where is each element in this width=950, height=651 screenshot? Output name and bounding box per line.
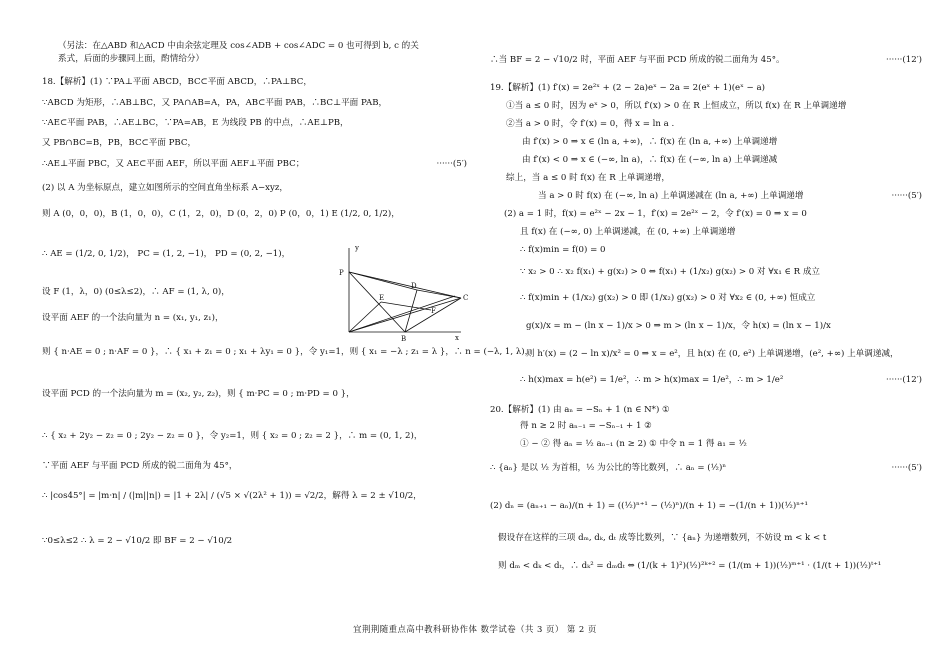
text-line: 设平面 AEF 的一个法向量为 n = (x₁, y₁, z₁)， bbox=[42, 313, 224, 323]
figure-label: y bbox=[355, 244, 359, 252]
text-line: （另法：在△ABD 和△ACD 中由余弦定理及 cos∠ADB + cos∠ADC = 0 也可得到 b, c 的关 bbox=[58, 41, 419, 51]
text-line: ∴ h(x)max = h(e²) = 1/e²，∴ m > h(x)max = 1/e²，∴ m > 1/e² bbox=[520, 375, 784, 385]
text-line: 由 f′(x) > 0 ⇒ x ∈ (ln a, +∞)，∴ f(x) 在 (ln a, +∞) 上单调递增 bbox=[522, 137, 778, 147]
text-line: 18.【解析】(1) ∵PA⊥平面 ABCD，BC⊂平面 ABCD，∴PA⊥BC， bbox=[42, 77, 312, 87]
figure-label: F bbox=[431, 307, 436, 315]
text-line: (2) a = 1 时，f(x) = e²ˣ − 2x − 1，f′(x) = 2e²ˣ − 2，令 f′(x) = 0 ⇒ x = 0 bbox=[504, 209, 807, 219]
text-line: 且 f(x) 在 (−∞, 0) 上单调递减，在 (0, +∞) 上单调递增 bbox=[520, 227, 736, 237]
page-footer: 宜荆荆随重点高中教科研协作体 数学试卷（共 3 页） 第 2 页 bbox=[353, 624, 597, 634]
text-line: 20.【解析】(1) 由 aₙ = −Sₙ + 1 (n ∈ N*) ① bbox=[490, 405, 670, 415]
coordinate-figure bbox=[335, 240, 480, 345]
text-line: 假设存在这样的三项 dₘ, dₖ, dₜ 成等比数列，∵ {aₙ} 为递增数列，不妨设 m < k < t bbox=[498, 533, 827, 543]
figure-label: C bbox=[463, 294, 469, 302]
text-line: 综上，当 a ≤ 0 时 f(x) 在 R 上单调递增， bbox=[506, 173, 670, 183]
text-line: ∴ {aₙ} 是以 ½ 为首相，½ 为公比的等比数列，∴ aₙ = (½)ⁿ bbox=[490, 463, 727, 473]
text-line: 设平面 PCD 的一个法向量为 m = (x₂, y₂, z₂)，则 { m·PC = 0 ; m·PD = 0 }， bbox=[42, 389, 355, 399]
figure-label: D bbox=[411, 282, 417, 290]
text-line: 19.【解析】(1) f′(x) = 2e²ˣ + (2 − 2a)eˣ − 2a = 2(eˣ + 1)(eˣ − a) bbox=[490, 83, 765, 93]
text-line: ∴ { x₂ + 2y₂ − z₂ = 0 ; 2y₂ − z₂ = 0 }，令 y₂=1，则 { x₂ = 0 ; z₂ = 2 }，∴ m = (0, 1, 2)， bbox=[42, 431, 423, 441]
text-line: 又 PB∩BC=B，PB，BC⊂平面 PBC， bbox=[42, 138, 197, 148]
text-line: ①当 a ≤ 0 时，因为 eˣ > 0，所以 f′(x) > 0 在 R 上恒成立，所以 f(x) 在 R 上单调递增 bbox=[506, 101, 847, 111]
text-line: g(x)/x = m − (ln x − 1)/x > 0 ⇒ m > (ln x − 1)/x，令 h(x) = (ln x − 1)/x bbox=[526, 321, 831, 331]
text-line: (2) dₙ = (aₙ₊₁ − aₙ)/(n + 1) = ((½)ⁿ⁺¹ − (½)ⁿ)/(n + 1) = −(1/(n + 1))(½)ⁿ⁺¹ bbox=[490, 501, 808, 511]
text-line: 则 h′(x) = (2 − ln x)/x² = 0 ⇒ x = e²，且 h(x) 在 (0, e²) 上单调递增，(e², +∞) 上单调递减， bbox=[526, 349, 899, 359]
text-line: 则 { n·AE = 0 ; n·AF = 0 }，∴ { x₁ + z₁ = 0 ; x₁ + λy₁ = 0 }，令 y₁=1，则 { x₁ = −λ ; z₁ = λ }，∴ n = (−λ, 1, λ)， bbox=[42, 347, 534, 357]
figure-label: x bbox=[455, 334, 459, 342]
text-line: 当 a > 0 时 f(x) 在 (−∞, ln a) 上单调递减在 (ln a, +∞) 上单调递增 bbox=[538, 191, 804, 201]
score-mark: ······(12′) bbox=[886, 55, 922, 65]
text-line: ① − ② 得 aₙ = ½ aₙ₋₁ (n ≥ 2) ① 中令 n = 1 得 a₁ = ½ bbox=[520, 439, 747, 449]
text-line: ②当 a > 0 时，令 f′(x) = 0，得 x = ln a . bbox=[506, 119, 675, 129]
text-line: ∵ x₂ > 0 ∴ x₂ f(x₁) + g(x₂) > 0 ⇔ f(x₁) + (1/x₂) g(x₂) > 0 对 ∀x₁ ∈ R 成立 bbox=[520, 267, 821, 277]
text-line: 则 A (0，0，0)，B (1，0，0)，C (1，2，0)，D (0，2，0) P (0，0，1) E (1/2, 0, 1/2)， bbox=[42, 209, 400, 219]
figure-label: B bbox=[401, 335, 407, 343]
text-line: ∴ |cos45°| = |m·n| / (|m||n|) = |1 + 2λ| / (√5 × √(2λ² + 1)) = √2/2，解得 λ = 2 ± √10/2， bbox=[42, 491, 422, 501]
text-line: (2) 以 A 为坐标原点，建立如图所示的空间直角坐标系 A−xyz， bbox=[42, 183, 289, 193]
text-line: 由 f′(x) < 0 ⇒ x ∈ (−∞, ln a)，∴ f(x) 在 (−∞, ln a) 上单调递减 bbox=[522, 155, 778, 165]
text-line: ∵0≤λ≤2 ∴ λ = 2 − √10/2 即 BF = 2 − √10/2 bbox=[42, 536, 233, 546]
text-line: 系式，后面的步骤同上面，酌情给分） bbox=[58, 54, 205, 64]
text-line: ∵AE⊂平面 PAB，∴AE⊥BC，∵PA=AB，E 为线段 PB 的中点，∴AE⊥PB， bbox=[42, 118, 349, 128]
text-line: 设 F (1，λ，0) (0≤λ≤2)，∴ AF = (1, λ, 0)， bbox=[42, 287, 230, 297]
score-mark: ······(5′) bbox=[891, 463, 922, 473]
text-line: ∴当 BF = 2 − √10/2 时，平面 AEF 与平面 PCD 所成的锐二面角为 45°。 bbox=[490, 55, 785, 65]
text-line: ∵平面 AEF 与平面 PCD 所成的锐二面角为 45°， bbox=[42, 461, 238, 471]
text-line: ∴AE⊥平面 PBC，又 AE⊂平面 AEF，所以平面 AEF⊥平面 PBC； bbox=[42, 159, 305, 169]
text-line: 则 dₘ < dₖ < dₜ，∴ dₖ² = dₘdₜ ⇔ (1/(k + 1)²)(½)²ᵏ⁺² = (1/(m + 1))(½)ᵐ⁺¹ · (1/(t + 1))(½)ᵗ⁺¹ bbox=[498, 561, 882, 571]
text-line: ∴ f(x)min = f(0) = 0 bbox=[520, 245, 606, 255]
score-mark: ······(5′) bbox=[436, 159, 467, 169]
text-line: ∴ AE = (1/2, 0, 1/2)， PC = (1, 2, −1)， PD = (0, 2, −1)， bbox=[42, 249, 291, 259]
figure-label: P bbox=[339, 269, 344, 277]
score-mark: ······(5′) bbox=[891, 191, 922, 201]
text-line: 得 n ≥ 2 时 aₙ₋₁ = −Sₙ₋₁ + 1 ② bbox=[520, 421, 652, 431]
score-mark: ······(12′) bbox=[886, 375, 922, 385]
text-line: ∴ f(x)min + (1/x₂) g(x₂) > 0 即 (1/x₂) g(x₂) > 0 对 ∀x₂ ∈ (0, +∞) 恒成立 bbox=[520, 293, 816, 303]
figure-label: E bbox=[379, 294, 385, 302]
text-line: ∵ABCD 为矩形，∴AB⊥BC，又 PA∩AB=A，PA，AB⊂平面 PAB，∴BC⊥平面 PAB， bbox=[42, 98, 388, 108]
